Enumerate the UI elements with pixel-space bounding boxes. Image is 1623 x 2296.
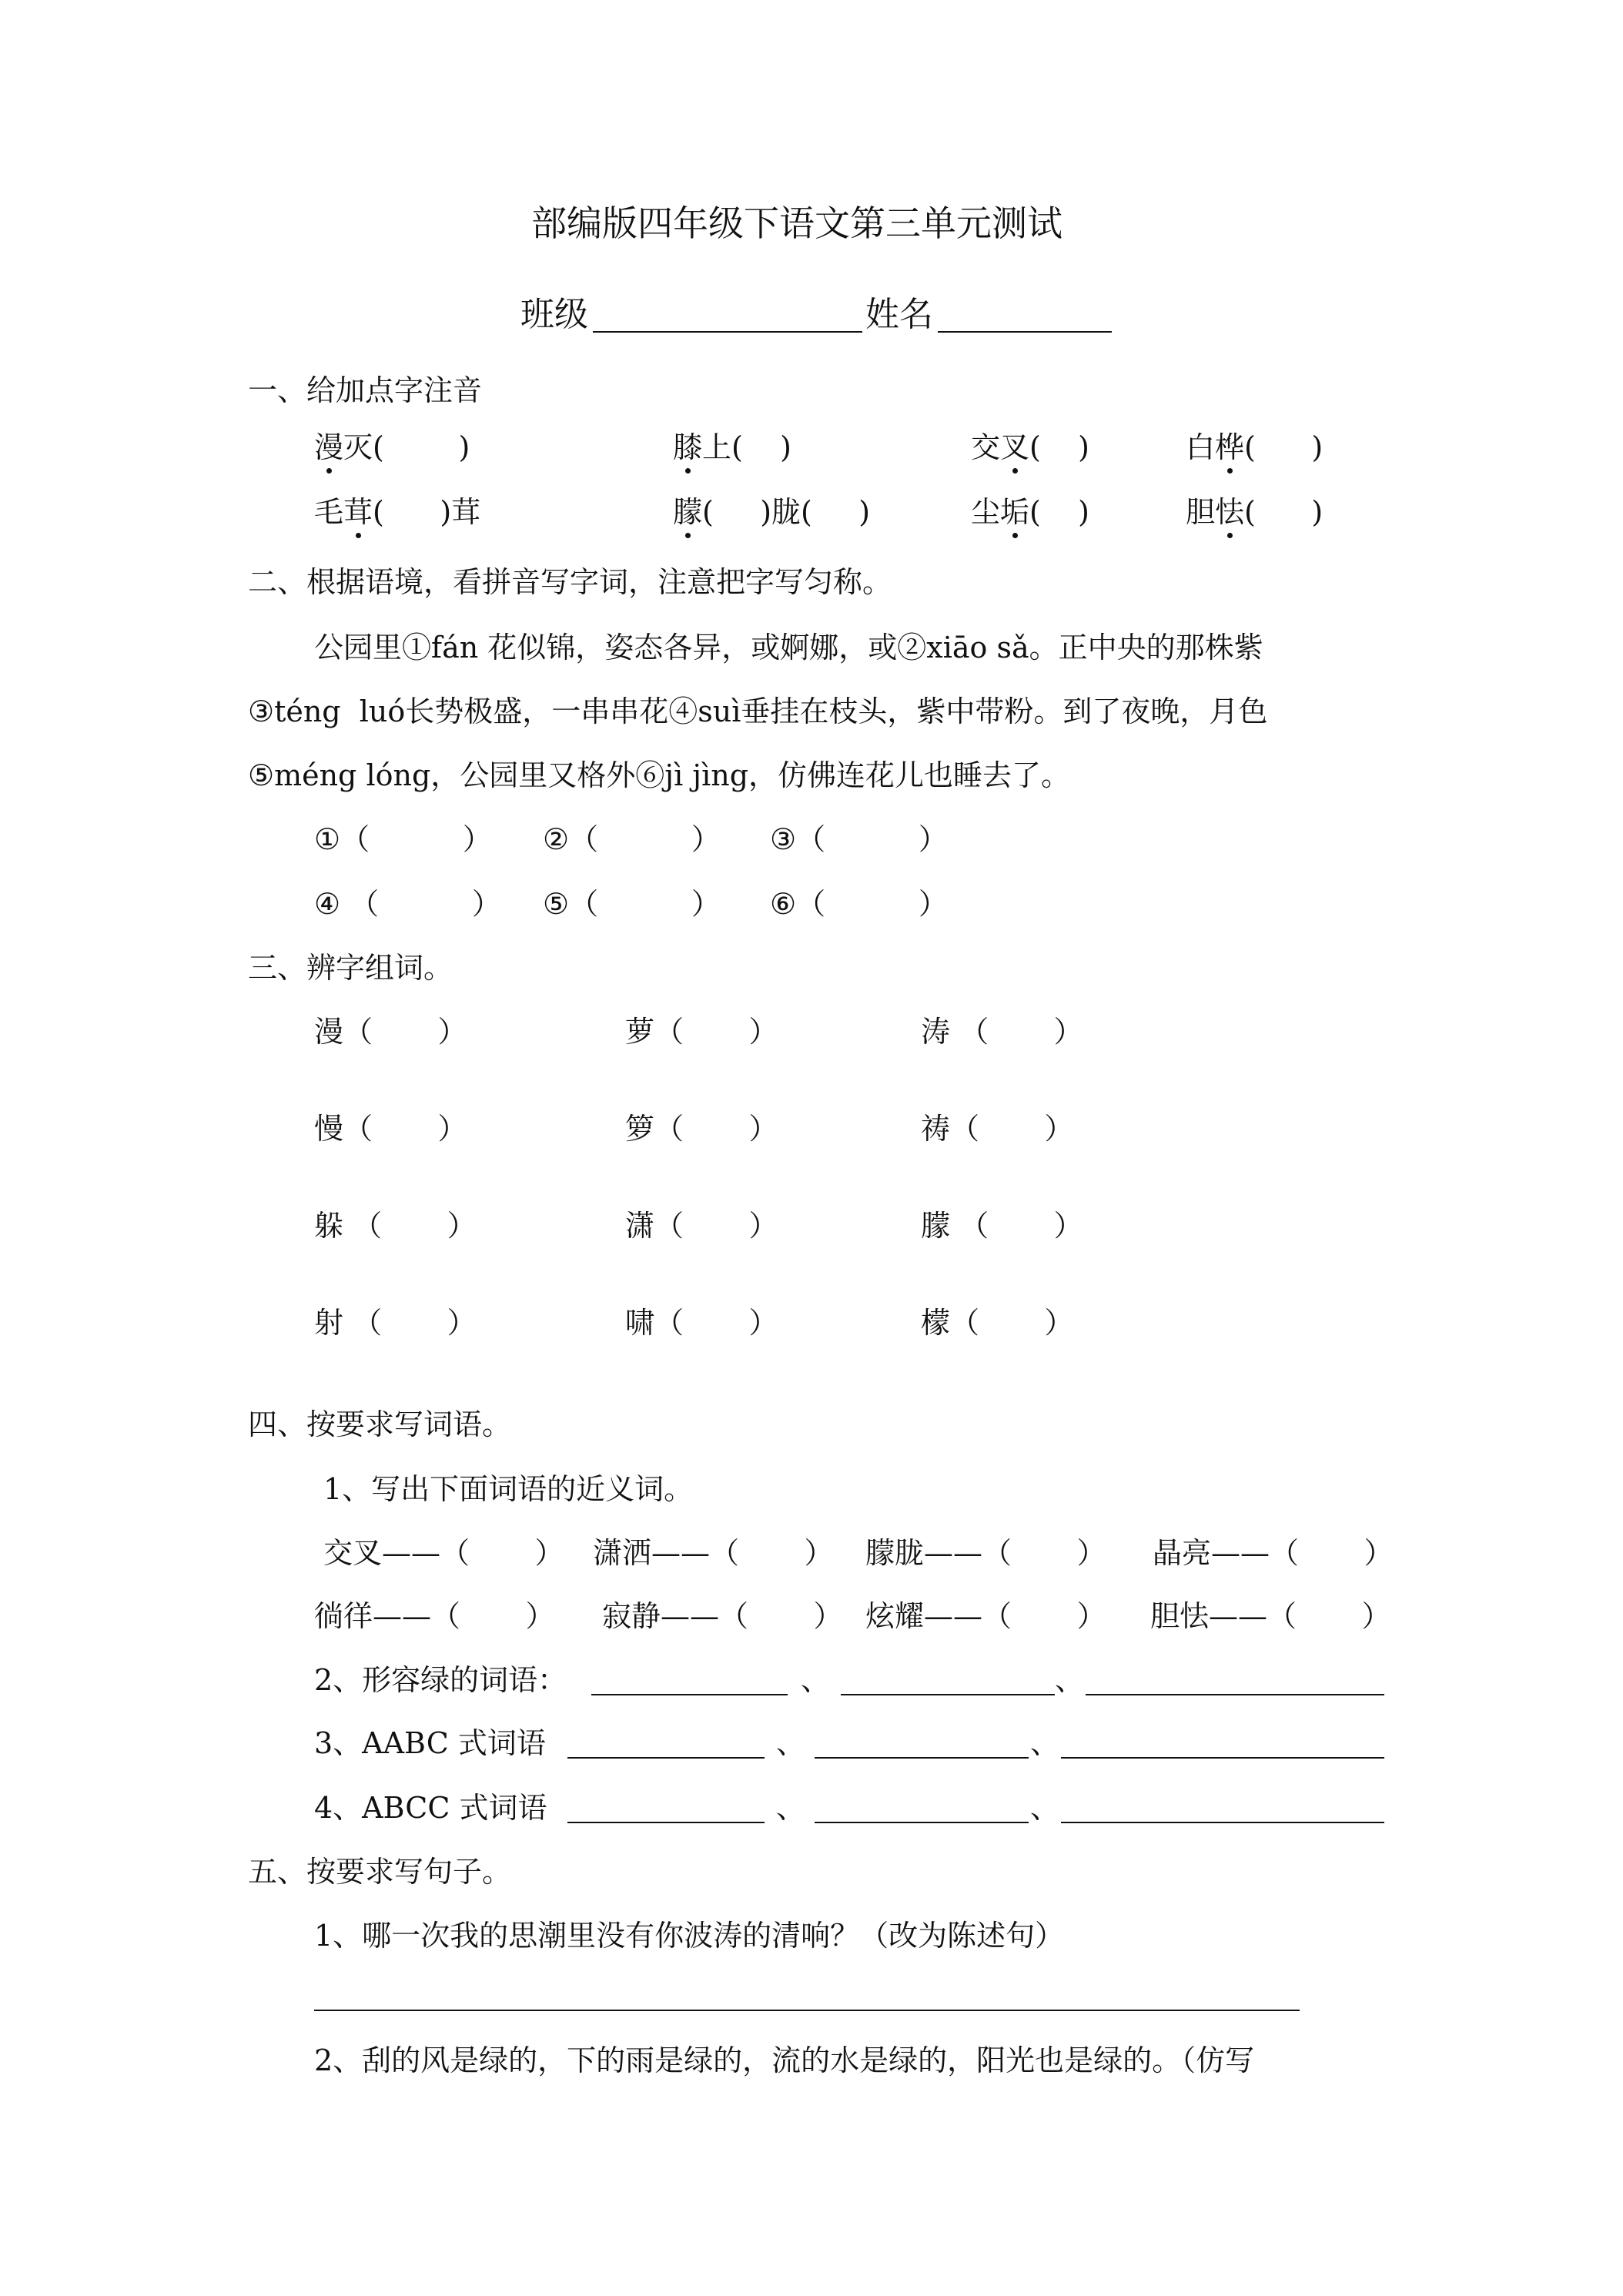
- s1-item: 膝上( ): [673, 430, 791, 464]
- word-pair[interactable]: 啸（ ）: [625, 1306, 778, 1340]
- answer-line[interactable]: [815, 1757, 1029, 1759]
- word-pair[interactable]: 萝（ ）: [625, 1015, 778, 1049]
- paragraph-line: ⑤méng lóng，公园里又格外⑥jì jìng，仿佛连花儿也睡去了。: [248, 758, 1071, 792]
- answer-line[interactable]: [1061, 1757, 1384, 1759]
- word-pair[interactable]: 朦 （ ）: [921, 1209, 1083, 1243]
- answer-line[interactable]: [591, 1694, 788, 1695]
- name-label: 姓名: [865, 295, 933, 334]
- synonym-slot[interactable]: 晶亮——（ ）: [1153, 1536, 1394, 1570]
- paragraph-line: ③téng luó长势极盛，一串串花④suì垂挂在枝头，紫中带粉。到了夜晚，月色: [248, 694, 1268, 728]
- word-pair[interactable]: 涛 （ ）: [921, 1015, 1083, 1049]
- word-pair[interactable]: 躲 （ ）: [314, 1209, 477, 1243]
- s1-item: 交叉( ): [971, 430, 1089, 464]
- question-label: 1、写出下面词语的近义词。: [323, 1472, 694, 1506]
- synonym-slot[interactable]: 徜徉——（ ）: [314, 1599, 555, 1633]
- s1-item: 朦( )胧( ): [673, 495, 871, 529]
- question-label: 2、刮的风是绿的，下的雨是绿的，流的水是绿的，阳光也是绿的。（仿写: [314, 2043, 1255, 2077]
- question-label: 4、ABCC 式词语: [314, 1791, 547, 1825]
- answer-slot[interactable]: ④ （ ）: [314, 887, 501, 921]
- answer-line[interactable]: [815, 1822, 1029, 1823]
- question-label: 3、AABC 式词语: [314, 1726, 546, 1760]
- s1-item: 尘垢( ): [971, 495, 1089, 529]
- word-pair[interactable]: 祷（ ）: [921, 1112, 1074, 1146]
- synonym-slot[interactable]: 交叉——（ ）: [323, 1536, 564, 1570]
- answer-slot[interactable]: ③（ ）: [770, 822, 948, 856]
- answer-line[interactable]: [1061, 1822, 1384, 1823]
- answer-line[interactable]: [314, 2010, 1300, 2011]
- answer-slot[interactable]: ⑤（ ）: [543, 887, 721, 921]
- separator: 、: [1055, 1663, 1085, 1697]
- separator: 、: [776, 1791, 806, 1825]
- separator: 、: [1030, 1726, 1060, 1760]
- word-pair[interactable]: 漫（ ）: [314, 1015, 467, 1049]
- synonym-slot[interactable]: 炫耀——（ ）: [865, 1599, 1106, 1633]
- separator: 、: [776, 1726, 806, 1760]
- page-title: 部编版四年级下语文第三单元测试: [531, 202, 1062, 244]
- answer-slot[interactable]: ②（ ）: [543, 822, 721, 856]
- synonym-slot[interactable]: 朦胧——（ ）: [865, 1536, 1106, 1570]
- section-1-heading: 一、给加点字注音: [248, 373, 483, 407]
- question-label: 1、哪一次我的思潮里没有你波涛的清响？（改为陈述句）: [314, 1919, 1065, 1953]
- answer-line[interactable]: [841, 1694, 1055, 1695]
- s1-item: 毛茸( )茸: [314, 495, 481, 529]
- answer-slot[interactable]: ①（ ）: [314, 822, 492, 856]
- synonym-slot[interactable]: 寂静——（ ）: [602, 1599, 843, 1633]
- answer-slot[interactable]: ⑥（ ）: [770, 887, 948, 921]
- separator: 、: [1030, 1791, 1060, 1825]
- synonym-slot[interactable]: 胆怯——（ ）: [1150, 1599, 1391, 1633]
- section-4-heading: 四、按要求写词语。: [248, 1407, 512, 1441]
- word-pair[interactable]: 潇（ ）: [625, 1209, 778, 1243]
- s1-item: 胆怯( ): [1186, 495, 1323, 529]
- section-2-heading: 二、根据语境，看拼音写字词，注意把字写匀称。: [248, 565, 892, 599]
- word-pair[interactable]: 慢（ ）: [314, 1112, 467, 1146]
- class-blank[interactable]: [593, 331, 862, 333]
- s1-item: 白桦( ): [1186, 430, 1323, 464]
- name-blank[interactable]: [938, 331, 1112, 333]
- word-pair[interactable]: 射 （ ）: [314, 1306, 477, 1340]
- paragraph-line: 公园里①fán 花似锦，姿态各异，或婀娜，或②xiāo sǎ。正中央的那株紫: [314, 631, 1263, 664]
- separator: 、: [801, 1663, 831, 1697]
- answer-line[interactable]: [1086, 1694, 1384, 1695]
- answer-line[interactable]: [567, 1757, 765, 1759]
- synonym-slot[interactable]: 潇洒——（ ）: [593, 1536, 834, 1570]
- word-pair[interactable]: 箩（ ）: [625, 1112, 778, 1146]
- class-label: 班级: [520, 295, 588, 334]
- answer-line[interactable]: [567, 1822, 765, 1823]
- question-label: 2、形容绿的词语：: [314, 1663, 567, 1697]
- section-3-heading: 三、辨字组词。: [248, 951, 453, 985]
- section-5-heading: 五、按要求写句子。: [248, 1855, 512, 1889]
- s1-item: 漫灭( ): [314, 430, 470, 464]
- word-pair[interactable]: 檬（ ）: [921, 1306, 1074, 1340]
